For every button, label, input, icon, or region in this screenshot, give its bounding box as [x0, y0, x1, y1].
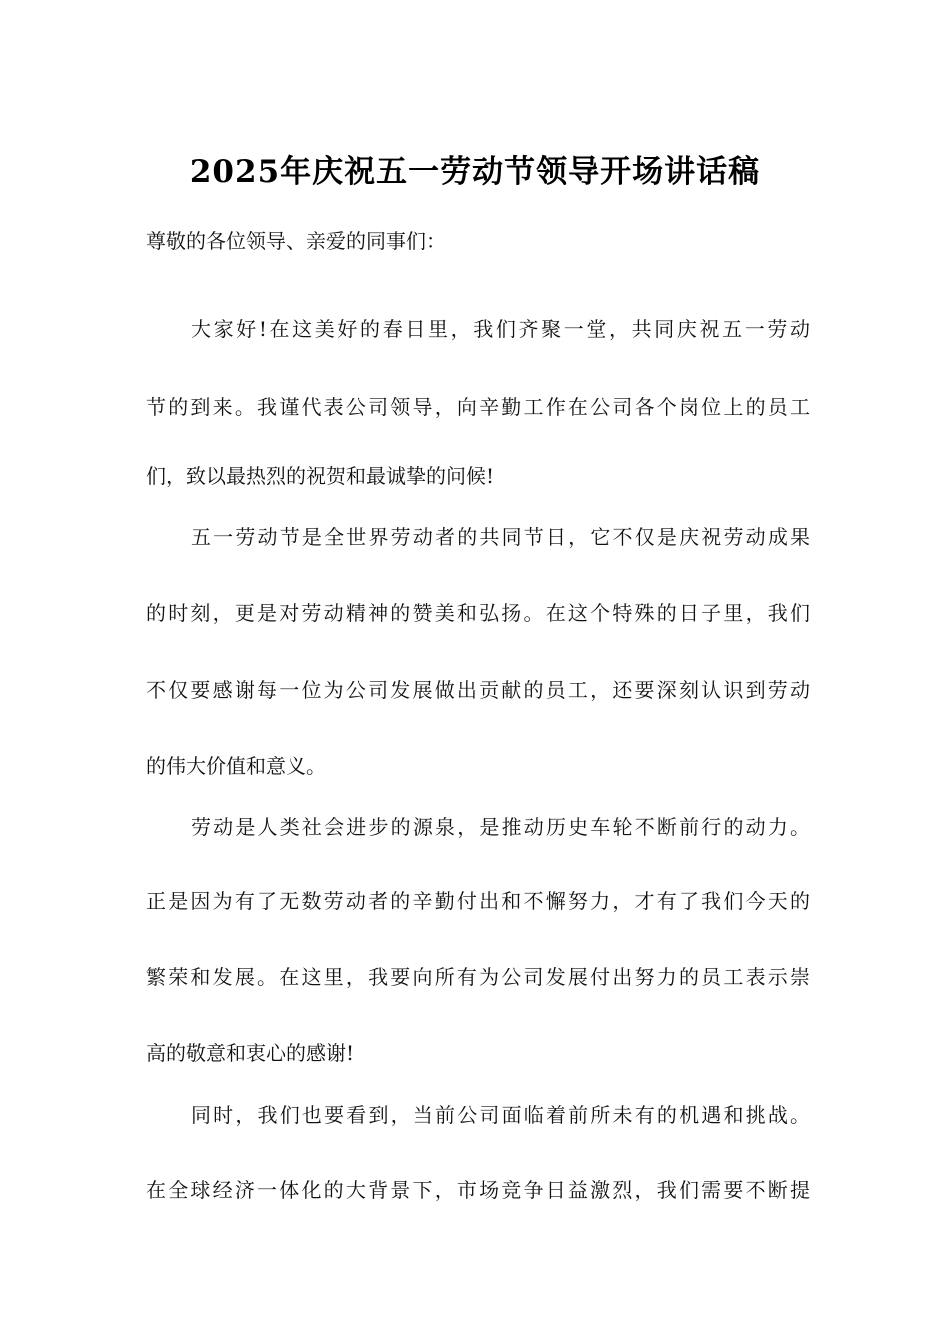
paragraph-line: 劳动是人类社会进步的源泉，是推动历史车轮不断前行的动力。	[191, 815, 810, 839]
paragraph-line: 的时刻，更是对劳动精神的赞美和弘扬。在这个特殊的日子里，我们	[146, 601, 810, 625]
paragraph-line: 五一劳动节是全世界劳动者的共同节日，它不仅是庆祝劳动成果	[191, 525, 810, 549]
paragraph-line: 们，致以最热烈的祝贺和最诚挚的问候!	[146, 464, 495, 488]
paragraph-line: 不仅要感谢每一位为公司发展做出贡献的员工，还要深刻认识到劳动	[146, 678, 810, 702]
salutation-line: 尊敬的各位领导、亲爱的同事们：	[146, 229, 446, 253]
paragraph-line: 节的到来。我谨代表公司领导，向辛勤工作在公司各个岗位上的员工	[146, 395, 810, 419]
paragraph-line: 繁荣和发展。在这里，我要向所有为公司发展付出努力的员工表示崇	[146, 965, 810, 989]
paragraph-line: 正是因为有了无数劳动者的辛勤付出和不懈努力，才有了我们今天的	[146, 889, 810, 913]
paragraph-line: 大家好!在这美好的春日里，我们齐聚一堂，共同庆祝五一劳动	[191, 317, 810, 341]
paragraph-line: 同时，我们也要看到，当前公司面临着前所未有的机遇和挑战。	[191, 1103, 810, 1127]
document-title: 2025年庆祝五一劳动节领导开场讲话稿	[189, 154, 761, 190]
paragraph-line: 在全球经济一体化的大背景下，市场竞争日益激烈，我们需要不断提	[146, 1178, 810, 1202]
paragraph-line: 的伟大价值和意义。	[146, 754, 326, 778]
paragraph-line: 高的敬意和衷心的感谢!	[146, 1041, 355, 1065]
